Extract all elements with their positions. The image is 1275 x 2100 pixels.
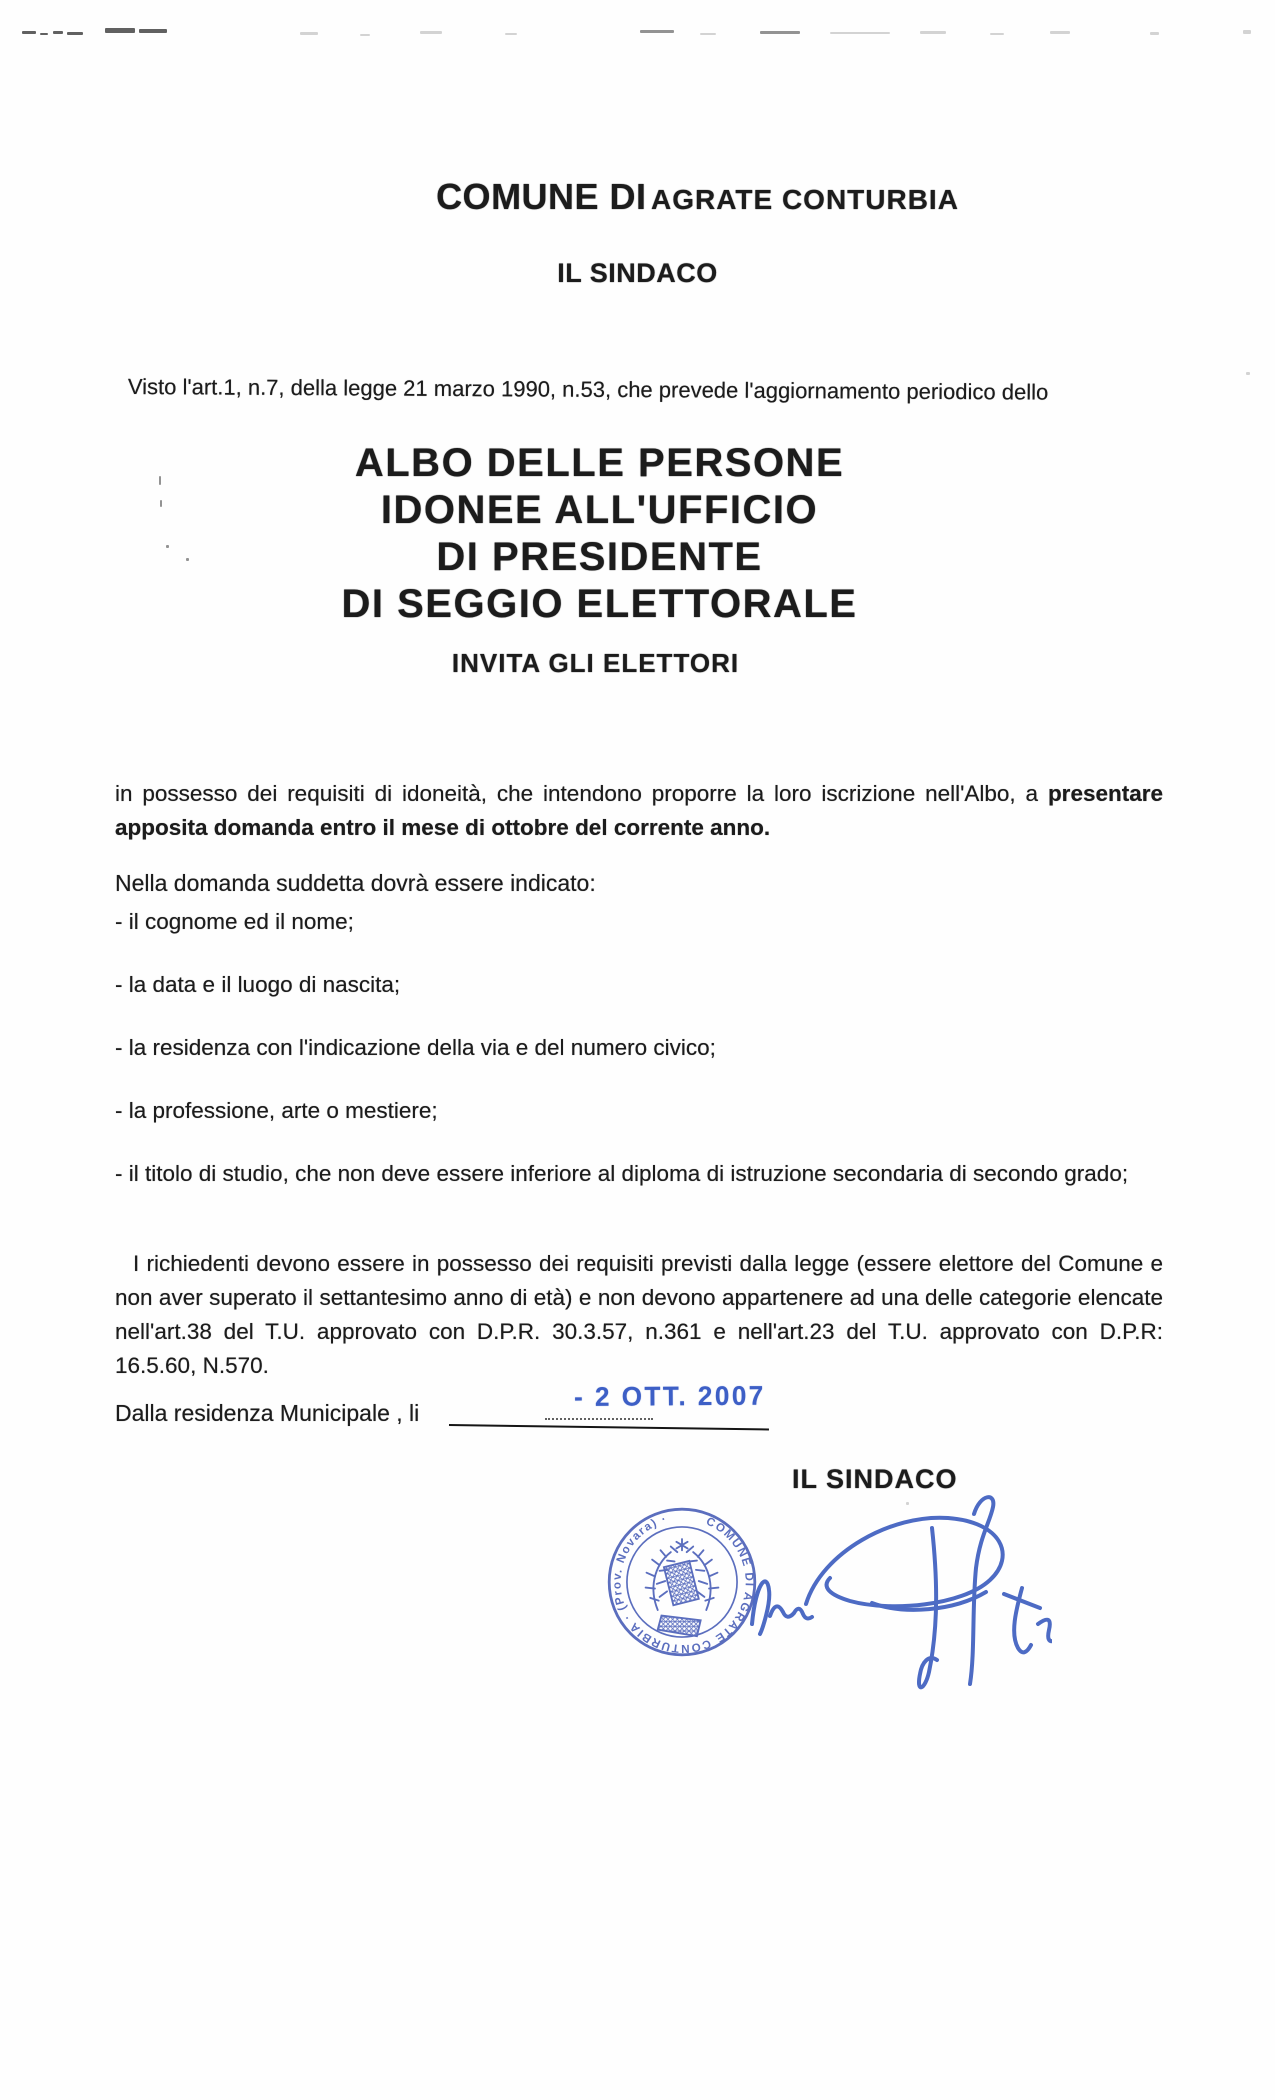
date-place-label: Dalla residenza Municipale , li	[115, 1400, 420, 1426]
municipality-name: AGRATE CONTURBIA	[651, 184, 959, 215]
issuer-heading: IL SINDACO	[557, 258, 718, 288]
scan-artifact	[1050, 31, 1070, 34]
date-stamp: - 2 OTT. 2007	[574, 1380, 766, 1412]
eligibility-paragraph: I richiedenti devono essere in possesso dei requisiti previsti dalla legge (essere elettore del Comune e non aver superato il settantesimo anno di età) e non devono appartenere ad una delle categorie elencate nell'art.38 del T.U. approvato con D.P.R. 30.3.57, n.361 e nell'art.23 del T.U. approvato con D.P.R: 16.5.60, N.570.	[115, 1250, 1163, 1378]
scan-artifact	[640, 30, 674, 33]
scan-artifact	[67, 32, 83, 35]
scan-artifact	[830, 32, 890, 34]
scan-artifact	[139, 29, 167, 33]
scan-artifact	[760, 31, 800, 34]
application-instruction: Nella domanda suddetta dovrà essere indicato:	[115, 870, 596, 896]
scan-artifact	[920, 31, 946, 34]
notice-title-line: IDONEE ALL'UFFICIO	[380, 488, 819, 532]
required-info-list	[115, 906, 1163, 1221]
list-item: - la data e il luogo di nascita;	[115, 972, 401, 997]
requirements-paragraph	[115, 777, 1163, 845]
scan-artifact	[545, 1418, 653, 1420]
scan-artifact	[53, 31, 63, 34]
mayor-signature	[722, 1482, 1052, 1707]
notice-title-line: ALBO DELLE PERSONE	[354, 441, 845, 485]
scan-artifact	[40, 33, 48, 35]
notice-title-line: DI SEGGIO ELETTORALE	[341, 582, 858, 626]
scan-artifact	[420, 31, 442, 34]
requirements-paragraph-bold: presentare apposita domanda entro il mese di ottobre del corrente anno.	[115, 780, 1163, 840]
invite-heading: INVITA GLI ELETTORI	[451, 648, 740, 678]
scan-artifact	[22, 31, 36, 34]
signature-heading: IL SINDACO	[792, 1464, 958, 1494]
legal-intro: Visto l'art.1, n.7, della legge 21 marzo 1990, n.53, che prevede l'aggiornamento periodico dello	[127, 374, 1049, 405]
list-item: - il titolo di studio, che non deve essere inferiore al diploma di istruzione secondaria di secondo grado;	[115, 1161, 1129, 1186]
seal-base	[658, 1616, 701, 1637]
scan-artifact	[1243, 30, 1251, 34]
scan-artifact	[1150, 32, 1159, 35]
list-item: - il cognome ed il nome;	[115, 909, 354, 934]
date-underline	[449, 1424, 769, 1430]
scan-artifact	[105, 28, 135, 33]
list-item: - la professione, arte o mestiere;	[115, 1098, 438, 1123]
scan-artifact	[300, 32, 318, 35]
scan-artifact	[990, 33, 1004, 35]
scan-artifact	[700, 33, 716, 35]
notice-title	[0, 440, 1237, 628]
municipality-prefix: COMUNE DI	[436, 176, 647, 217]
list-item: - la residenza con l'indicazione della via e del numero civico;	[115, 1035, 716, 1060]
requirements-paragraph-normal: in possesso dei requisiti di idoneità, che intendono proporre la loro iscrizione nell'Albo, a	[115, 780, 1039, 806]
scan-artifact	[1246, 372, 1250, 375]
scan-artifact	[505, 33, 517, 35]
municipality-header	[60, 176, 1275, 218]
seal-ring-text: COMUNE DI AGRATE CONTURBIA · (Prov. Novara) ·	[610, 1512, 756, 1656]
notice-title-line: DI PRESIDENTE	[436, 535, 763, 579]
scan-artifact	[360, 34, 370, 36]
seal-tower	[664, 1561, 699, 1605]
